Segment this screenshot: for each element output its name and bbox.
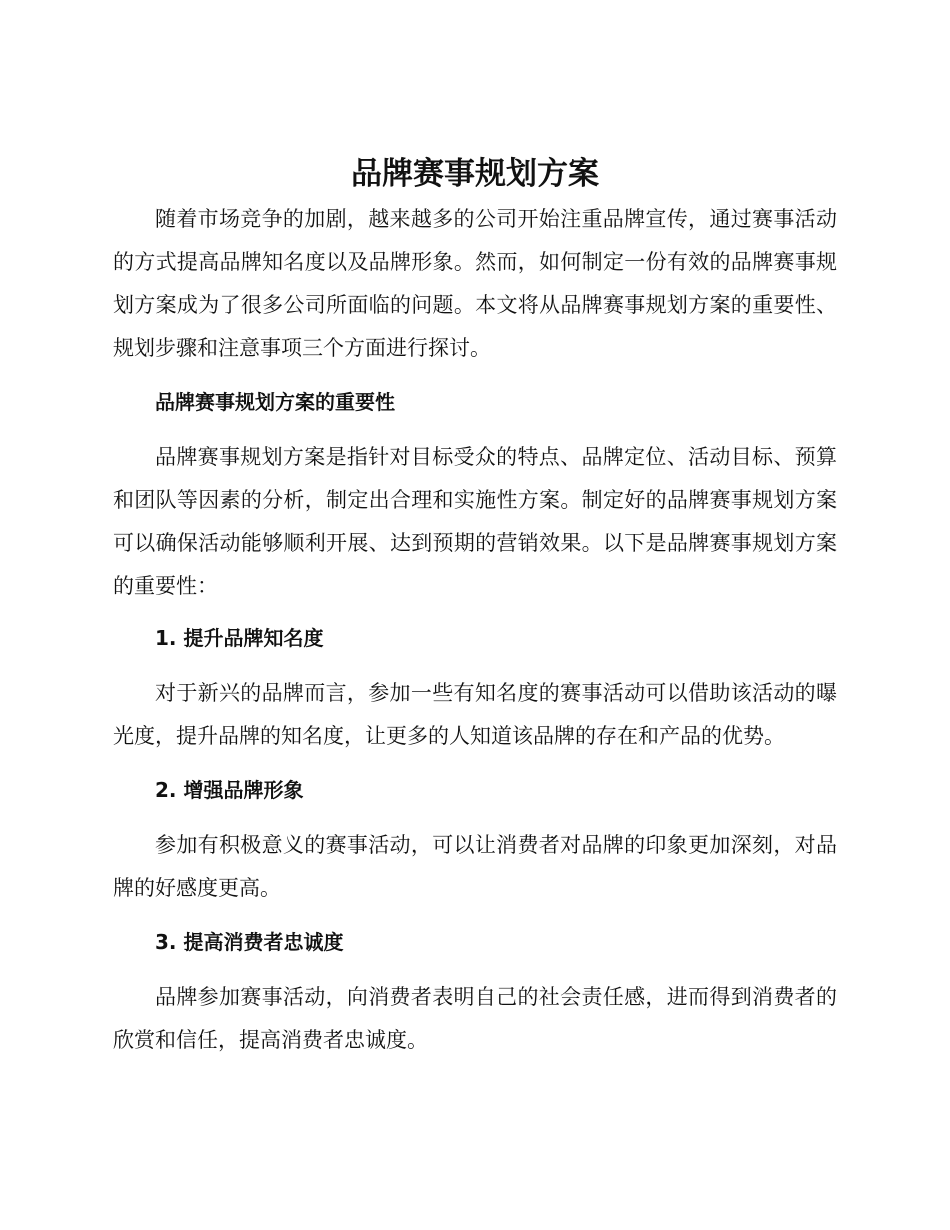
point-heading-brand-image: 2. 增强品牌形象 xyxy=(155,778,304,802)
point-heading-brand-awareness: 1. 提升品牌知名度 xyxy=(155,626,324,650)
page-title: 品牌赛事规划方案 xyxy=(351,156,599,192)
section-paragraph-importance: 品牌赛事规划方案是指针对目标受众的特点、品牌定位、活动目标、预算和团队等因素的分析，制定出合理和实施性方案。制定好的品牌赛事规划方案可以确保活动能够顺利开展、达到预期的营销效果。以下是品牌赛事规划方案的重要性： xyxy=(113,445,837,598)
point-paragraph-brand-awareness: 对于新兴的品牌而言，参加一些有知名度的赛事活动可以借助该活动的曝光度，提升品牌的知名度，让更多的人知道该品牌的存在和产品的优势。 xyxy=(113,681,837,748)
intro-paragraph: 随着市场竞争的加剧，越来越多的公司开始注重品牌宣传，通过赛事活动的方式提高品牌知名度以及品牌形象。然而，如何制定一份有效的品牌赛事规划方案成为了很多公司所面临的问题。本文将从品牌赛事规划方案的重要性、规划步骤和注意事项三个方面进行探讨。 xyxy=(113,207,837,360)
point-heading-loyalty: 3. 提高消费者忠诚度 xyxy=(155,930,344,954)
section-heading-importance: 品牌赛事规划方案的重要性 xyxy=(155,390,395,414)
point-paragraph-loyalty: 品牌参加赛事活动，向消费者表明自己的社会责任感，进而得到消费者的欣赏和信任，提高消费者忠诚度。 xyxy=(113,985,837,1052)
point-paragraph-brand-image: 参加有积极意义的赛事活动，可以让消费者对品牌的印象更加深刻，对品牌的好感度更高。 xyxy=(113,833,837,900)
